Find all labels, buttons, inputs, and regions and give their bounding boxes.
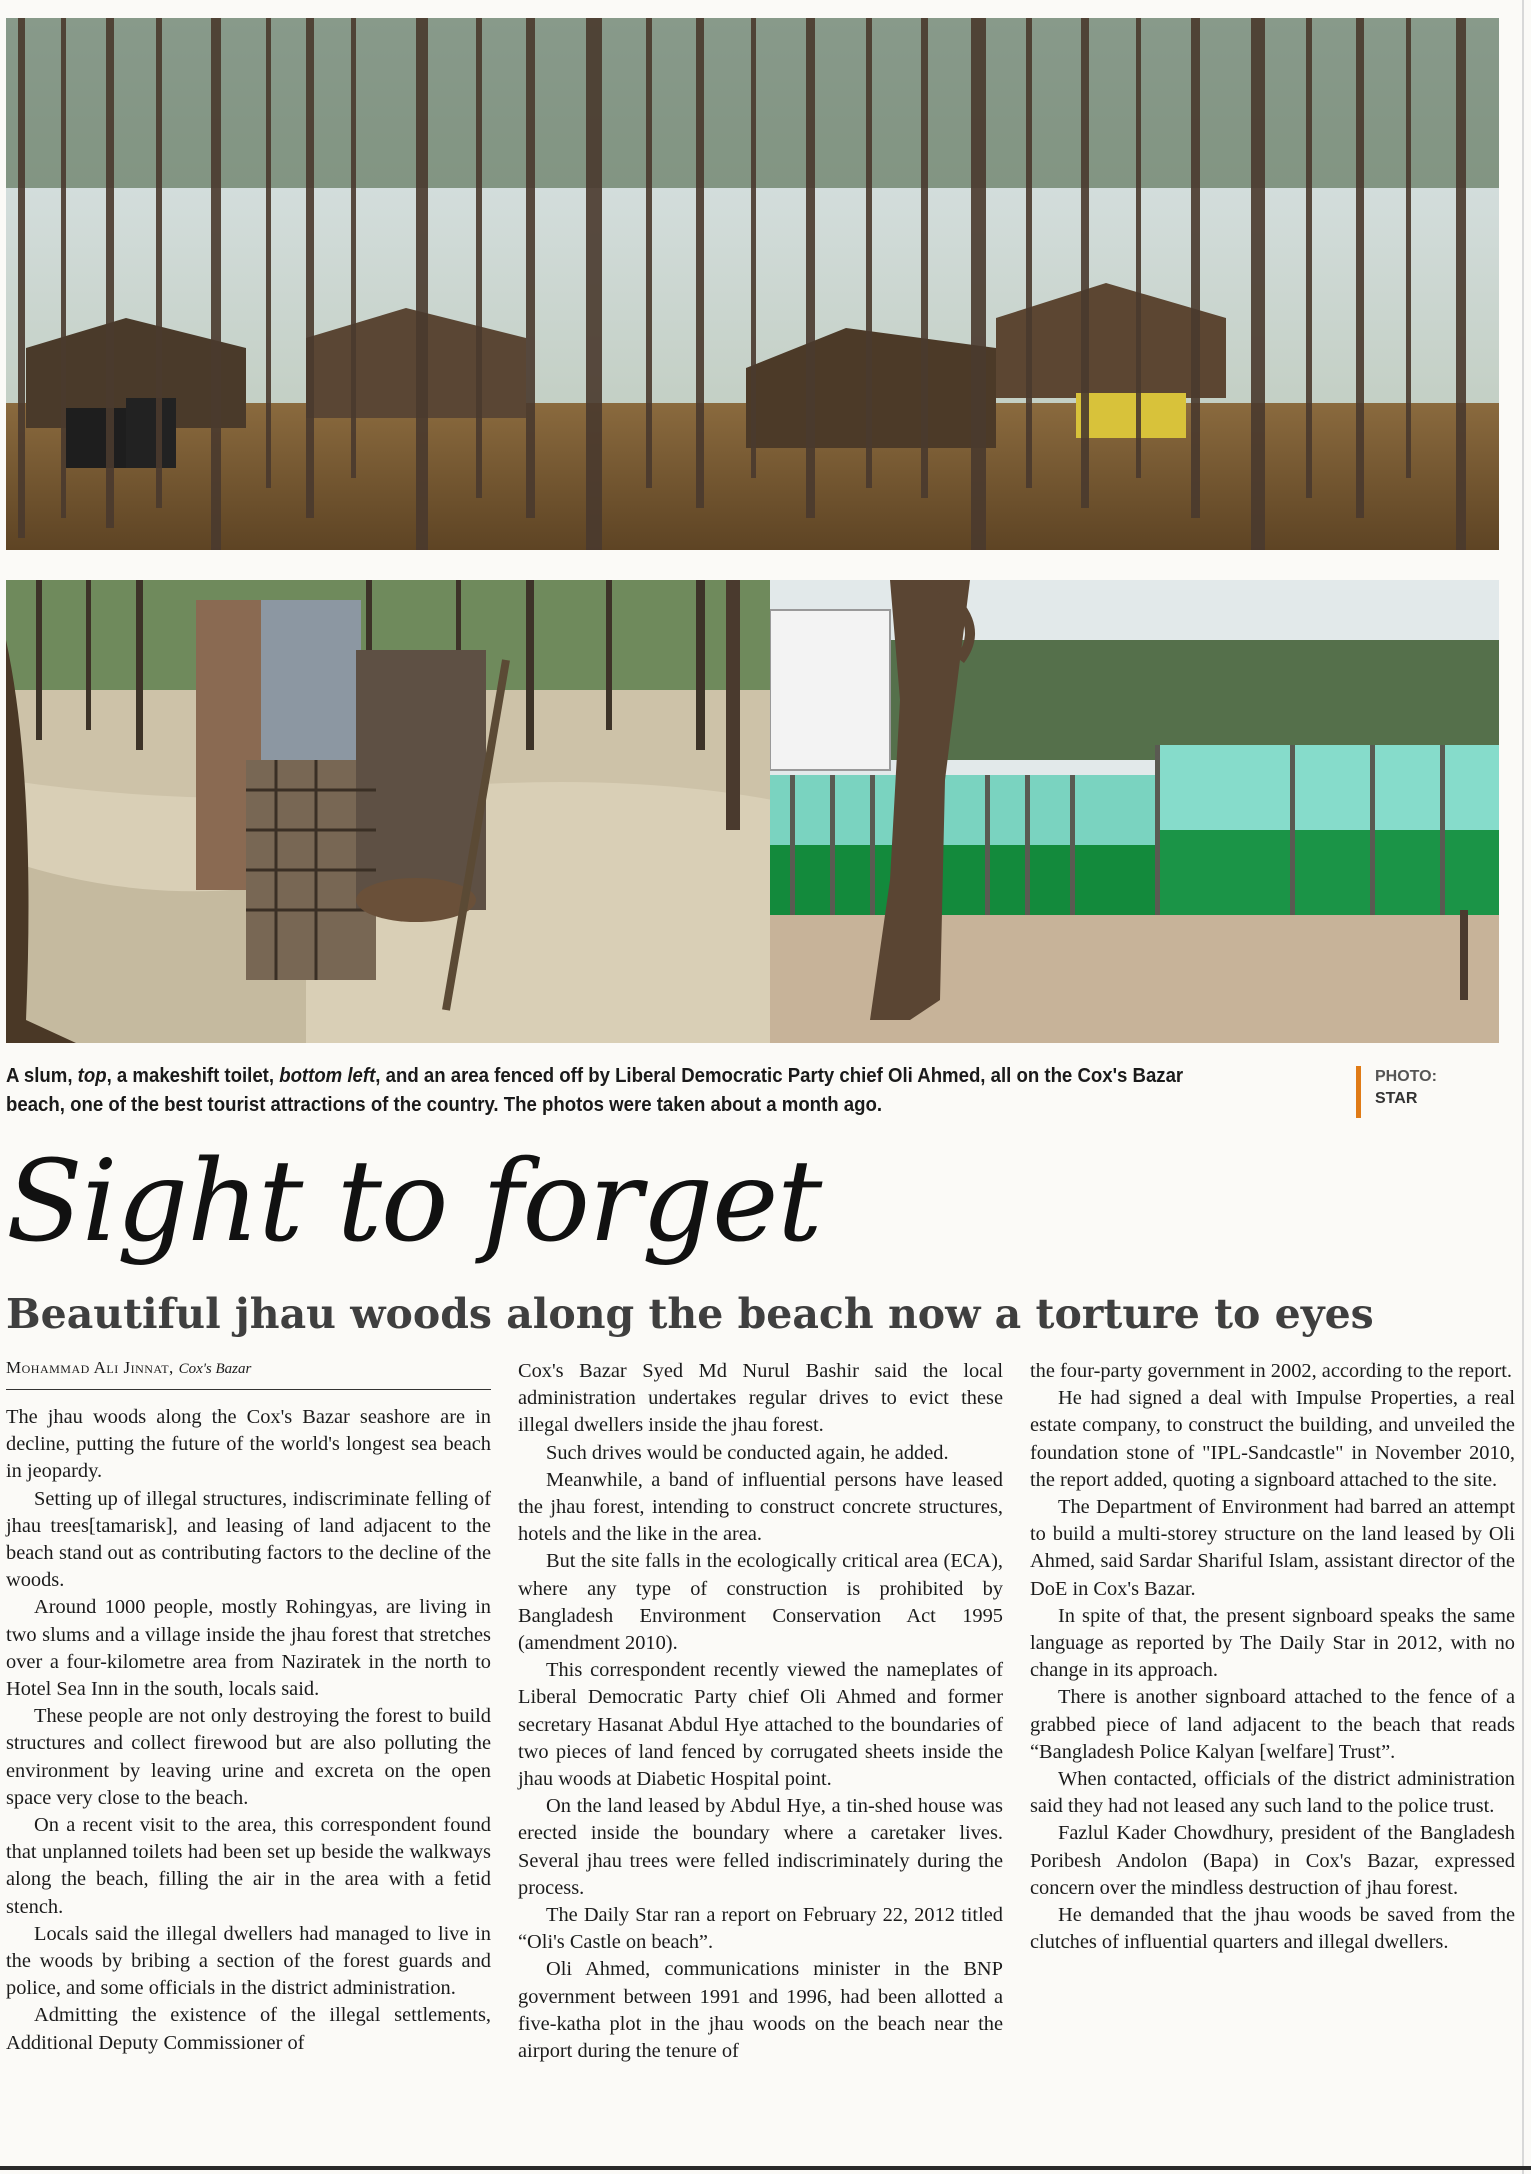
photo-caption: [6, 1062, 1224, 1120]
paragraph: Setting up of illegal structures, indiscriminate felling of jhau trees[tamarisk], and leasing of land adjacent to the beach stand out as contributing factors to the decline of the woods.: [6, 1487, 491, 1592]
bottom-rule: [0, 2166, 1531, 2170]
photo-credit: [1356, 1066, 1437, 1118]
caption-text-2: , a makeshift toilet,: [106, 1065, 280, 1087]
paragraph: When contacted, officials of the district administration said they had not leased any such land to the police trust.: [1030, 1768, 1515, 1818]
paragraph: There is another signboard attached to the fence of a grabbed piece of land adjacent to the beach that reads “Bangladesh Police Kalyan [welfare] Trust”.: [1030, 1686, 1515, 1763]
subheadline: Beautiful jhau woods along the beach now a torture to eyes: [6, 1290, 1374, 1338]
photo-toilet-bottom-left: [6, 580, 773, 1043]
paragraph: The jhau woods along the Cox's Bazar seashore are in decline, putting the future of the world's longest sea beach in jeopardy.: [6, 1406, 491, 1483]
byline-place: Cox's Bazar: [178, 1361, 252, 1377]
paragraph: These people are not only destroying the forest to build structures and collect firewood but are also polluting the environment by leaving urine and excreta on the open space very close to the beach.: [6, 1705, 491, 1809]
paragraph: On a recent visit to the area, this correspondent found that unplanned toilets had been set up beside the walkways along the beach, filling the air in the area with a fetid stench.: [6, 1814, 491, 1918]
photo-credit-source: STAR: [1375, 1090, 1418, 1107]
caption-bottom-left-label: bottom left: [279, 1065, 376, 1087]
paragraph: Locals said the illegal dwellers had managed to live in the woods by bribing a section of the forest guards and police, and some officials in the district administration.: [6, 1922, 491, 2000]
paragraph: Around 1000 people, mostly Rohingyas, are living in two slums and a village inside the jhau forest that stretches over a four-kilometre area from Naziratek in the north to Hotel Sea Inn in the south, locals said.: [6, 1596, 491, 1701]
caption-top-label: top: [77, 1065, 107, 1087]
headline: Sight to forget: [6, 1137, 822, 1267]
caption-text-3: , and an area fenced off by Liberal Democratic Party chief Oli Ahmed, all on the Cox's Bazar beach, one of the best tourist attractions of the country. The photos were taken about a month ago.: [6, 1065, 1184, 1116]
article-column-1: [6, 1356, 491, 2057]
paragraph: This correspondent recently viewed the nameplates of Liberal Democratic Party chief Oli Ahmed and former secretary Hasanat Abdul Hye attached to the boundaries of two pieces of land fenced by corrugated sheets inside the jhau woods at Diabetic Hospital point.: [518, 1659, 1003, 1791]
paragraph: Meanwhile, a band of influential persons have leased the jhau forest, intending to construct concrete structures, hotels and the like in the area.: [518, 1468, 1003, 1546]
photo-slum-top: [6, 18, 1499, 550]
paragraph: The Daily Star ran a report on February 22, 2012 titled “Oli's Castle on beach”.: [518, 1904, 1003, 1954]
photo-credit-label: PHOTO:: [1375, 1068, 1437, 1085]
photo-fenced-area-bottom-right: [770, 580, 1499, 1043]
article-column-3: [1030, 1358, 1515, 1956]
paragraph: the four-party government in 2002, according to the report.: [1030, 1360, 1513, 1382]
paragraph: Fazlul Kader Chowdhury, president of the Bangladesh Poribesh Andolon (Bapa) in Cox's Bazar, expressed concern over the mindless destruction of jhau forest.: [1030, 1822, 1515, 1899]
page-edge-rule: [1522, 0, 1524, 2174]
byline-author: Mohammad Ali Jinnat,: [6, 1358, 174, 1377]
paragraph: Oli Ahmed, communications minister in the BNP government between 1991 and 1996, had been allotted a five-katha plot in the jhau woods on the beach near the airport during the tenure of: [518, 1958, 1003, 2063]
paragraph: Cox's Bazar Syed Md Nurul Bashir said the local administration undertakes regular drives to evict these illegal dwellers inside the jhau forest.: [518, 1360, 1003, 1437]
article-column-2: [518, 1358, 1003, 2065]
paragraph: He had signed a deal with Impulse Properties, a real estate company, to construct the building, and unveiled the foundation stone of "IPL-Sandcastle" in November 2010, the report added, quoting a signboard attached to the site.: [1030, 1387, 1515, 1491]
paragraph: The Department of Environment had barred an attempt to build a multi-storey structure on the land leased by Oli Ahmed, said Sardar Shariful Islam, assistant director of the DoE in Cox's Bazar.: [1030, 1496, 1515, 1600]
caption-text-1: A slum,: [6, 1065, 78, 1087]
paragraph: But the site falls in the ecologically critical area (ECA), where any type of construction is prohibited by Bangladesh Environment Conservation Act 1995 (amendment 2010).: [518, 1550, 1003, 1655]
byline: [6, 1356, 491, 1390]
paragraph: He demanded that the jhau woods be saved from the clutches of influential quarters and illegal dwellers.: [1030, 1904, 1515, 1954]
paragraph: On the land leased by Abdul Hye, a tin-shed house was erected inside the boundary where a caretaker lives. Several jhau trees were felled indiscriminately during the process.: [518, 1795, 1003, 1899]
paragraph: Such drives would be conducted again, he added.: [546, 1441, 949, 1464]
paragraph: Admitting the existence of the illegal settlements, Additional Deputy Commissioner of: [6, 2004, 491, 2054]
paragraph: In spite of that, the present signboard speaks the same language as reported by The Daily Star in 2012, with no change in its approach.: [1030, 1604, 1515, 1682]
